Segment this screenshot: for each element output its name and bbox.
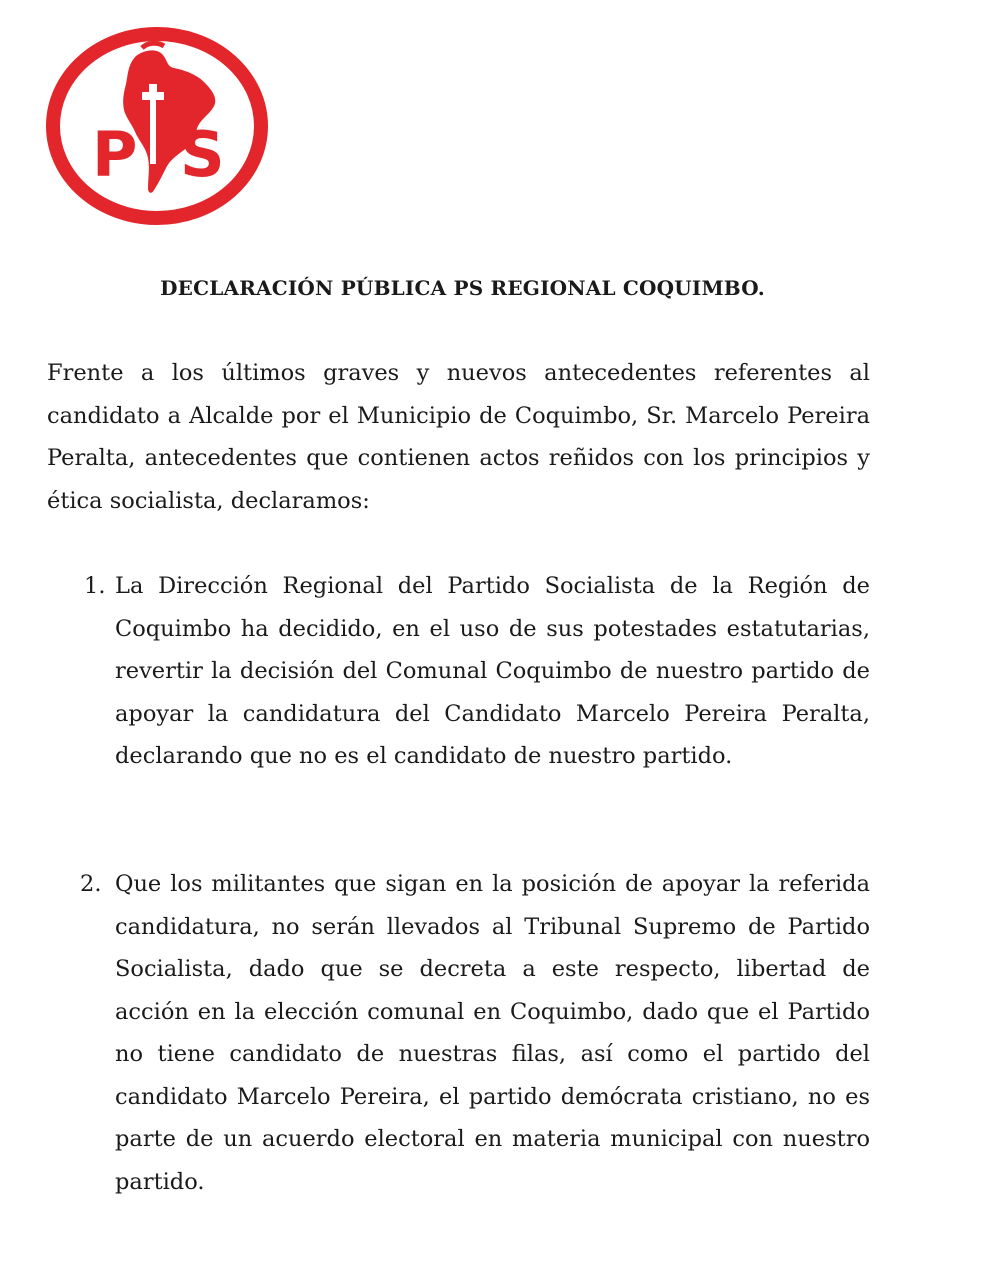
intro-paragraph: Frente a los últimos graves y nuevos antecedentes referentes al candidato a Alcalde por el Municipio de Coquimbo, Sr. Marcelo Pereira Peralta, antecedentes que contienen actos reñidos con los principios y ética socialista, declaramos: — [47, 360, 870, 514]
list-item-number: 1. — [84, 573, 106, 599]
logo-text-s: S — [180, 118, 225, 191]
logo-text-p: P — [92, 118, 138, 191]
list-item: Que los militantes que sigan en la posición de apoyar la referida candidatura, no serán llevados al Tribunal Supremo de Partido Socialista, dado que se decreta a este respecto, libertad de acción en la elección comunal en Coquimbo, dado que el Partido no tiene candidato de nuestras filas, así como el partido del candidato Marcelo Pereira, el partido demócrata cristiano, no es parte de un acuerdo electoral en materia municipal con nuestro partido. — [115, 871, 870, 1195]
page-title: DECLARACIÓN PÚBLICA PS REGIONAL COQUIMBO. — [160, 276, 765, 300]
list-item: La Dirección Regional del Partido Socialista de la Región de Coquimbo ha decidido, en el uso de sus potestades estatutarias, revertir la decisión del Comunal Coquimbo de nuestro partido de apoyar la candidatura del Candidato Marcelo Pereira Peralta, declarando que no es el candidato de nuestro partido. — [115, 573, 870, 769]
list-item-number: 2. — [80, 871, 102, 897]
ps-party-logo — [44, 26, 270, 226]
